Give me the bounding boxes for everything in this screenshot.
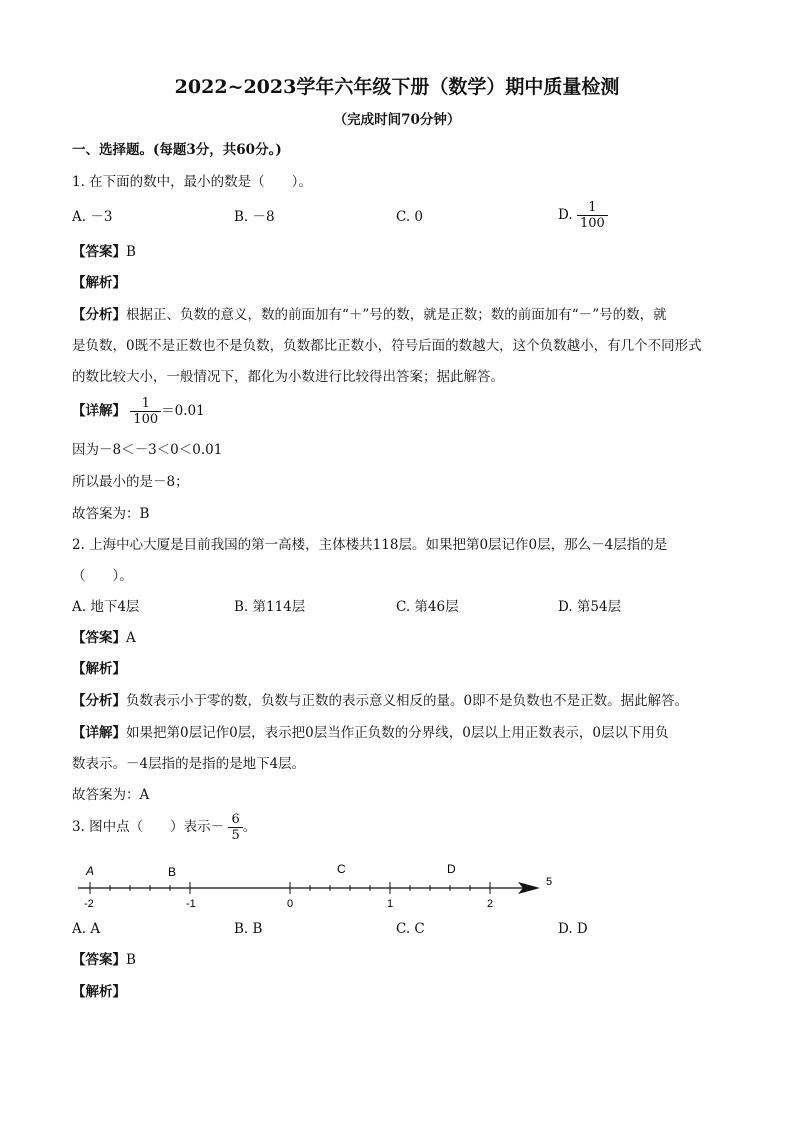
document-subtitle: （完成时间70分钟） xyxy=(333,112,461,128)
number-line-figure xyxy=(70,855,570,910)
q1-fenxi-line-2: 是负数，0既不是正数也不是负数，负数都比正数小，符号后面的数越大，这个负数越小，有几个不同形式 xyxy=(72,338,702,354)
q1-fenxi-line-1 xyxy=(72,306,667,324)
answer-value: B xyxy=(126,952,136,968)
q1-final-answer: 故答案为：B xyxy=(72,506,150,522)
fraction-numerator: 1 xyxy=(130,396,161,412)
xiangjie-fraction xyxy=(130,396,161,427)
q1-option-a: A. －3 xyxy=(72,209,113,225)
section-heading: 一、选择题。(每题3分，共60分。) xyxy=(72,142,282,158)
q2-stem-line-1: 2. 上海中心大厦是目前我国的第一高楼，主体楼共118层。如果把第0层记作0层，那么－4层指的是 xyxy=(72,537,668,553)
q1-fenxi-line-3: 的数比较大小，一般情况下，都化为小数进行比较得出答案；据此解答。 xyxy=(72,369,504,385)
xiangjie-tag: 【详解】 xyxy=(72,403,126,419)
point-label-c: C xyxy=(337,862,346,876)
fenxi-text: 根据正、负数的意义，数的前面加有“＋”号的数，就是正数；数的前面加有“－”号的数，就 xyxy=(126,307,667,323)
q1-so-line: 所以最小的是－8； xyxy=(72,474,189,490)
q1-option-b: B. －8 xyxy=(234,209,275,225)
tick-label-neg1: -1 xyxy=(186,898,196,910)
q3-option-d: D. D xyxy=(558,921,588,937)
q2-option-d: D. 第54层 xyxy=(558,599,622,615)
point-label-a: A xyxy=(86,864,95,878)
fraction-denominator: 100 xyxy=(133,412,159,427)
q1-stem: 1. 在下面的数中，最小的数是（ ）。 xyxy=(72,174,312,190)
q3-stem-end: 。 xyxy=(242,819,257,835)
q1-answer xyxy=(72,243,136,261)
fraction-numerator: 6 xyxy=(228,812,242,828)
xiangjie-tag: 【详解】 xyxy=(72,725,126,741)
tick-label-1: 1 xyxy=(387,898,394,910)
q2-option-c: C. 第46层 xyxy=(396,599,459,615)
q1-analysis-label: 【解析】 xyxy=(72,275,126,291)
fenxi-tag: 【分析】 xyxy=(72,307,126,323)
q3-option-c: C. C xyxy=(396,921,425,937)
q2-xiangjie-line-1 xyxy=(72,724,668,742)
answer-value: A xyxy=(126,630,136,646)
q1-xiangjie xyxy=(72,396,205,427)
q2-analysis-label: 【解析】 xyxy=(72,661,126,677)
answer-tag: 【答案】 xyxy=(72,630,126,646)
q3-stem-text: 3. 图中点（ ）表示－ xyxy=(72,819,225,835)
document-title: 2022~2023学年六年级下册（数学）期中质量检测 xyxy=(174,76,620,98)
answer-tag: 【答案】 xyxy=(72,952,126,968)
q2-xiangjie-line-2: 数表示。－4层指的是指的是地下4层。 xyxy=(72,756,306,772)
q2-fenxi xyxy=(72,692,688,710)
q3-answer xyxy=(72,951,136,969)
fraction-numerator: 1 xyxy=(577,200,608,216)
tick-label-0: 0 xyxy=(287,898,294,910)
number-line-ticks xyxy=(90,882,490,894)
point-label-d: D xyxy=(447,862,456,876)
q2-answer xyxy=(72,629,136,647)
q3-option-a: A. A xyxy=(72,921,101,937)
fenxi-tag: 【分析】 xyxy=(72,693,126,709)
q2-stem-line-2: （ ）。 xyxy=(72,568,133,584)
fraction-denominator: 5 xyxy=(231,828,240,843)
q1-option-d-fraction xyxy=(577,200,608,231)
q3-analysis-label: 【解析】 xyxy=(72,984,126,1000)
tick-label-neg2: -2 xyxy=(84,898,94,910)
q2-option-b: B. 第114层 xyxy=(234,599,306,615)
tick-label-2: 2 xyxy=(487,898,494,910)
q2-final-answer: 故答案为：A xyxy=(72,787,150,803)
q2-option-a: A. 地下4层 xyxy=(72,599,140,615)
answer-tag: 【答案】 xyxy=(72,244,126,260)
answer-value: B xyxy=(126,244,136,260)
q3-stem xyxy=(72,812,256,843)
q3-stem-fraction xyxy=(228,812,242,843)
xiangjie-text: 如果把第0层记作0层，表示把0层当作正负数的分界线，0层以上用正数表示，0层以下用负 xyxy=(126,725,669,741)
number-line-end-label: 5 xyxy=(546,876,553,888)
fenxi-text: 负数表示小于零的数，负数与正数的表示意义相反的量。0即不是负数也不是正数。据此解答。 xyxy=(126,693,689,709)
q1-option-d xyxy=(558,200,608,231)
q3-option-b: B. B xyxy=(234,921,263,937)
fraction-denominator: 100 xyxy=(579,216,605,231)
q1-because-line: 因为－8＜－3＜0＜0.01 xyxy=(72,442,223,458)
point-label-b: B xyxy=(168,865,177,879)
xiangjie-rest: ＝0.01 xyxy=(161,403,205,419)
q1-option-c: C. 0 xyxy=(396,209,424,225)
q1-option-d-label: D. xyxy=(558,207,573,223)
